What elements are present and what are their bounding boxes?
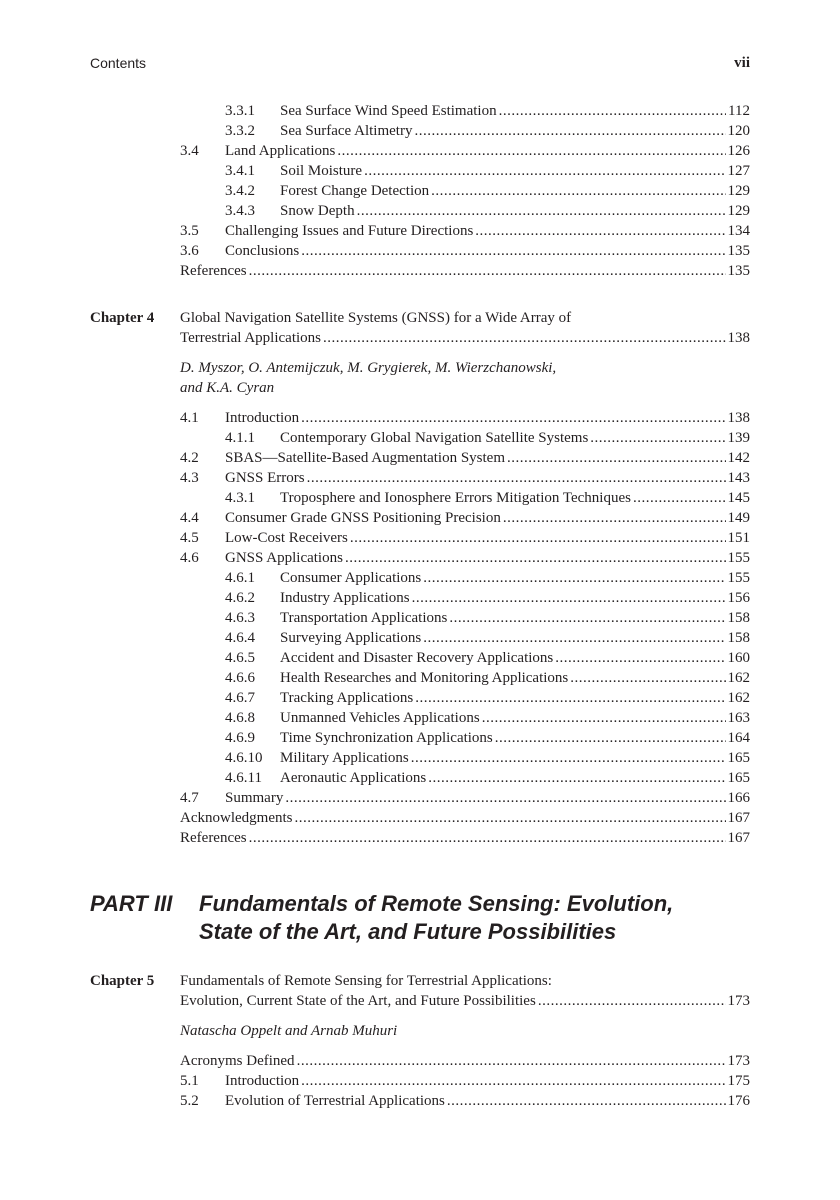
page-number: 173 <box>727 1053 750 1069</box>
section-number: 4.6 <box>180 550 199 566</box>
chapter4-authors-line2: and K.A. Cyran <box>180 380 275 396</box>
leader-dots <box>431 181 725 201</box>
page-number: 167 <box>727 810 750 826</box>
section-title: Low-Cost Receivers <box>225 530 348 546</box>
section-number: 3.6 <box>180 243 199 259</box>
chapter4-title-line2: Terrestrial Applications <box>180 330 321 346</box>
leader-dots <box>301 241 725 261</box>
section-title: GNSS Errors <box>225 470 305 486</box>
page-number: 127 <box>727 163 750 179</box>
leader-dots <box>357 201 726 221</box>
part-title-line2: State of the Art, and Future Possibilities <box>199 919 617 944</box>
page-number: 158 <box>727 610 750 626</box>
chapter4-label: Chapter 4 <box>90 310 155 326</box>
section-title: Surveying Applications <box>280 630 422 646</box>
section-title: Forest Change Detection <box>280 183 430 199</box>
page-number: 155 <box>727 550 750 566</box>
page-number: 126 <box>727 143 750 159</box>
page-number: 164 <box>727 730 750 746</box>
toc-entry[interactable] <box>0 768 750 788</box>
section-title: Consumer Grade GNSS Positioning Precision <box>225 510 501 526</box>
section-title: Acronyms Defined <box>180 1053 295 1069</box>
section-title: References <box>180 263 247 279</box>
section-number: 4.5 <box>180 530 199 546</box>
section-number: 4.6.3 <box>225 610 255 626</box>
toc-entry[interactable] <box>0 568 750 588</box>
section-title: Time Synchronization Applications <box>280 730 493 746</box>
section-title: Sea Surface Altimetry <box>280 123 413 139</box>
toc-entry[interactable] <box>0 648 750 668</box>
page-number-roman: vii <box>734 55 750 71</box>
section-number: 4.6.11 <box>225 770 262 786</box>
chapter5-title-line1: Fundamentals of Remote Sensing for Terrestrial Applications: <box>180 973 552 989</box>
leader-dots <box>449 608 725 628</box>
page-number: 139 <box>727 430 750 446</box>
toc-entry[interactable] <box>0 201 750 221</box>
page-number: 167 <box>727 830 750 846</box>
leader-dots <box>412 588 726 608</box>
toc-entry[interactable] <box>0 1091 750 1111</box>
leader-dots <box>285 788 725 808</box>
leader-dots <box>249 261 726 281</box>
page-number: 160 <box>727 650 750 666</box>
section-number: 4.6.5 <box>225 650 255 666</box>
section-title: Introduction <box>225 410 300 426</box>
section-title: Accident and Disaster Recovery Applications <box>280 650 554 666</box>
leader-dots <box>323 328 726 348</box>
section-number: 4.4 <box>180 510 199 526</box>
section-number: 4.6.10 <box>225 750 263 766</box>
section-title: References <box>180 830 247 846</box>
leader-dots <box>447 1091 726 1111</box>
section-number: 5.1 <box>180 1073 199 1089</box>
toc-entry[interactable] <box>0 488 750 508</box>
section-title: Introduction <box>225 1073 300 1089</box>
page-number: 145 <box>727 490 750 506</box>
leader-dots <box>590 428 725 448</box>
section-title: Challenging Issues and Future Directions <box>225 223 474 239</box>
section-title: Land Applications <box>225 143 336 159</box>
leader-dots <box>499 101 726 121</box>
section-title: Snow Depth <box>280 203 355 219</box>
leader-dots <box>570 668 725 688</box>
leader-dots <box>507 448 726 468</box>
toc-entry[interactable] <box>0 508 750 528</box>
toc-entry[interactable] <box>0 628 750 648</box>
page-number: 163 <box>727 710 750 726</box>
page-number: 142 <box>727 450 750 466</box>
leader-dots <box>423 568 725 588</box>
page-number: 112 <box>728 103 750 119</box>
page-number: 155 <box>727 570 750 586</box>
toc-entry[interactable] <box>0 708 750 728</box>
section-number: 4.3 <box>180 470 199 486</box>
section-title: Military Applications <box>280 750 409 766</box>
leader-dots <box>633 488 726 508</box>
section-title: Evolution of Terrestrial Applications <box>225 1093 445 1109</box>
page-number: 143 <box>727 470 750 486</box>
page-number: 149 <box>727 510 750 526</box>
section-number: 3.3.2 <box>225 123 255 139</box>
toc-entry[interactable] <box>0 101 750 121</box>
section-title: Soil Moisture <box>280 163 363 179</box>
toc-entry[interactable] <box>0 181 750 201</box>
page-number: 151 <box>727 530 750 546</box>
chapter4-page: 138 <box>727 330 750 346</box>
toc-entry[interactable] <box>0 141 750 161</box>
section-number: 4.1 <box>180 410 199 426</box>
leader-dots <box>294 808 725 828</box>
part-title <box>199 890 673 946</box>
leader-dots <box>301 1071 725 1091</box>
section-title: Health Researches and Monitoring Applications <box>280 670 569 686</box>
page-number: 156 <box>727 590 750 606</box>
page-number: 134 <box>727 223 750 239</box>
section-number: 4.6.4 <box>225 630 255 646</box>
toc-entry[interactable] <box>0 748 750 768</box>
section-title: GNSS Applications <box>225 550 343 566</box>
part-label: PART III <box>90 891 173 916</box>
section-number: 4.7 <box>180 790 199 806</box>
page-number: 135 <box>727 243 750 259</box>
section-number: 4.2 <box>180 450 199 466</box>
toc-entry[interactable] <box>0 788 750 808</box>
leader-dots <box>555 648 725 668</box>
toc-entry[interactable] <box>0 428 750 448</box>
leader-dots <box>249 828 726 848</box>
toc-entry[interactable] <box>0 448 750 468</box>
section-title: Consumer Applications <box>280 570 422 586</box>
page-number: 158 <box>727 630 750 646</box>
page-number: 175 <box>727 1073 750 1089</box>
section-number: 5.2 <box>180 1093 199 1109</box>
page-number: 162 <box>727 690 750 706</box>
page-number: 129 <box>727 203 750 219</box>
section-number: 3.4.1 <box>225 163 255 179</box>
toc-entry[interactable] <box>0 728 750 748</box>
section-number: 4.6.6 <box>225 670 255 686</box>
part-title-line1: Fundamentals of Remote Sensing: Evolution, <box>199 891 674 916</box>
page-number: 166 <box>727 790 750 806</box>
toc-entry[interactable] <box>0 1071 750 1091</box>
section-title: Industry Applications <box>280 590 410 606</box>
section-title: Contemporary Global Navigation Satellite Systems <box>280 430 589 446</box>
toc-entry[interactable] <box>0 1051 750 1071</box>
chapter4-title-line1: Global Navigation Satellite Systems (GNSS) for a Wide Array of <box>180 310 572 326</box>
leader-dots <box>538 991 726 1011</box>
leader-dots <box>475 221 725 241</box>
chapter4-authors-line1: D. Myszor, O. Antemijczuk, M. Grygierek, M. Wierzchanowski, <box>180 360 557 376</box>
toc-entry[interactable] <box>0 828 750 848</box>
page-number: 120 <box>727 123 750 139</box>
section-number: 3.3.1 <box>225 103 255 119</box>
section-number: 4.6.8 <box>225 710 255 726</box>
section-title: Aeronautic Applications <box>280 770 427 786</box>
section-number: 4.6.2 <box>225 590 255 606</box>
toc-entry[interactable] <box>0 161 750 181</box>
section-title: Unmanned Vehicles Applications <box>280 710 480 726</box>
chapter5-page: 173 <box>727 993 750 1009</box>
toc-entry[interactable] <box>0 241 750 261</box>
leader-dots <box>415 688 725 708</box>
toc-entry[interactable] <box>0 588 750 608</box>
toc-entry[interactable] <box>0 468 750 488</box>
section-title: Tracking Applications <box>280 690 414 706</box>
toc-entry[interactable] <box>0 668 750 688</box>
leader-dots <box>350 528 726 548</box>
section-title: Summary <box>225 790 284 806</box>
toc-entry[interactable] <box>0 121 750 141</box>
section-number: 3.4.3 <box>225 203 255 219</box>
page-number: 176 <box>727 1093 750 1109</box>
toc-entry[interactable] <box>0 408 750 428</box>
leader-dots <box>428 768 725 788</box>
toc-entry[interactable] <box>0 221 750 241</box>
chapter4-title-entry[interactable] <box>0 328 750 348</box>
page-number: 162 <box>727 670 750 686</box>
section-title: Acknowledgments <box>180 810 293 826</box>
section-number: 4.6.9 <box>225 730 255 746</box>
section-number: 3.4.2 <box>225 183 255 199</box>
leader-dots <box>297 1051 726 1071</box>
leader-dots <box>301 408 725 428</box>
chapter5-authors: Natascha Oppelt and Arnab Muhuri <box>180 1023 398 1039</box>
section-title: SBAS—Satellite-Based Augmentation System <box>225 450 505 466</box>
leader-dots <box>503 508 726 528</box>
chapter5-title-entry[interactable] <box>0 991 750 1011</box>
section-number: 4.6.7 <box>225 690 255 706</box>
section-title: Transportation Applications <box>280 610 448 626</box>
leader-dots <box>411 748 726 768</box>
page-number: 165 <box>727 750 750 766</box>
section-title: Sea Surface Wind Speed Estimation <box>280 103 497 119</box>
leader-dots <box>482 708 726 728</box>
page-number: 165 <box>727 770 750 786</box>
toc-entry[interactable] <box>0 548 750 568</box>
toc-entry[interactable] <box>0 261 750 281</box>
page-number: 129 <box>727 183 750 199</box>
toc-entry[interactable] <box>0 688 750 708</box>
chapter5-label: Chapter 5 <box>90 973 155 989</box>
section-number: 3.4 <box>180 143 199 159</box>
chapter5-title-line2: Evolution, Current State of the Art, and Future Possibilities <box>180 993 536 1009</box>
leader-dots <box>337 141 725 161</box>
page-number: 138 <box>727 410 750 426</box>
toc-entry[interactable] <box>0 608 750 628</box>
section-number: 3.5 <box>180 223 199 239</box>
leader-dots <box>364 161 725 181</box>
toc-entry[interactable] <box>0 808 750 828</box>
leader-dots <box>307 468 726 488</box>
running-header-left: Contents <box>90 55 147 71</box>
leader-dots <box>414 121 725 141</box>
leader-dots <box>423 628 725 648</box>
leader-dots <box>345 548 726 568</box>
section-number: 4.6.1 <box>225 570 255 586</box>
section-title: Conclusions <box>225 243 300 259</box>
section-number: 4.3.1 <box>225 490 255 506</box>
leader-dots <box>495 728 726 748</box>
section-number: 4.1.1 <box>225 430 255 446</box>
page-number: 135 <box>727 263 750 279</box>
section-title: Troposphere and Ionosphere Errors Mitigation Techniques <box>280 490 631 506</box>
toc-entry[interactable] <box>0 528 750 548</box>
